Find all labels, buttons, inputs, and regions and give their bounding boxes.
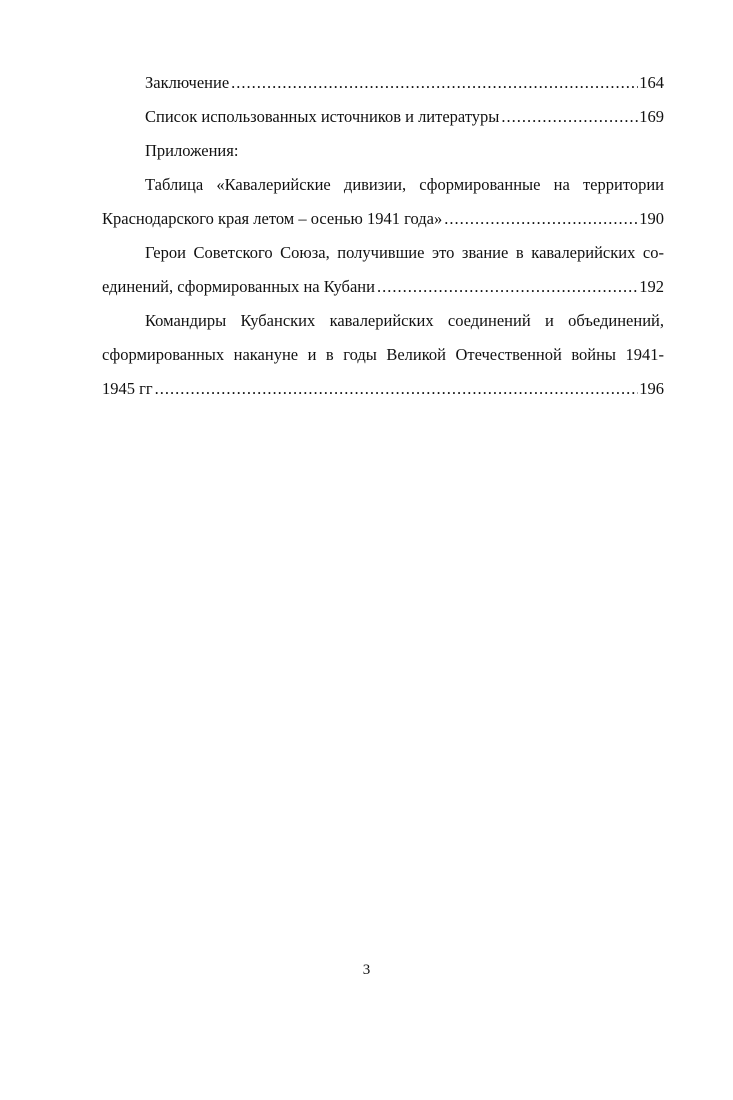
toc-entry-conclusion[interactable] bbox=[102, 66, 664, 100]
toc-entry-title: Краснодарского края летом – осенью 1941 года» bbox=[102, 202, 444, 236]
toc-entry-line bbox=[102, 270, 664, 304]
toc-entry-line: сформированных накануне и в годы Великой Отечественной войны 1941- bbox=[102, 345, 664, 364]
dot-leader bbox=[377, 270, 638, 304]
toc-entry-line: Герои Советского Союза, получившие это звание в кавалерийских со- bbox=[145, 243, 664, 262]
toc-heading-appendices: Приложения: bbox=[145, 141, 239, 160]
dot-leader bbox=[231, 66, 638, 100]
dot-leader bbox=[444, 202, 638, 236]
toc-entry-appendix-table[interactable] bbox=[102, 168, 664, 236]
toc-entry-title: Список использованных источников и литературы bbox=[145, 100, 501, 134]
toc-page-number: 192 bbox=[639, 277, 664, 296]
toc-page-number: 164 bbox=[639, 73, 664, 92]
toc-entry-title: единений, сформированных на Кубани bbox=[102, 270, 377, 304]
toc-page-number: 190 bbox=[639, 209, 664, 228]
dot-leader bbox=[155, 372, 639, 406]
toc-entry-line: Таблица «Кавалерийские дивизии, сформированные на территории bbox=[145, 175, 664, 194]
toc-entry-sources[interactable] bbox=[102, 100, 664, 134]
toc-page-number: 169 bbox=[639, 107, 664, 126]
dot-leader bbox=[501, 100, 638, 134]
toc-entry-line bbox=[102, 202, 664, 236]
toc-entry-title: 1945 гг bbox=[102, 372, 155, 406]
toc-entry-title: Заключение bbox=[145, 66, 231, 100]
table-of-contents bbox=[102, 66, 664, 406]
page-number: 3 bbox=[362, 962, 371, 978]
toc-entry-appendix-heroes[interactable] bbox=[102, 236, 664, 304]
toc-page-number: 196 bbox=[639, 379, 664, 398]
toc-entry-appendix-commanders[interactable] bbox=[102, 304, 664, 406]
toc-entry-line: Командиры Кубанских кавалерийских соединений и объединений, bbox=[145, 311, 664, 330]
toc-entry-line bbox=[102, 372, 664, 406]
